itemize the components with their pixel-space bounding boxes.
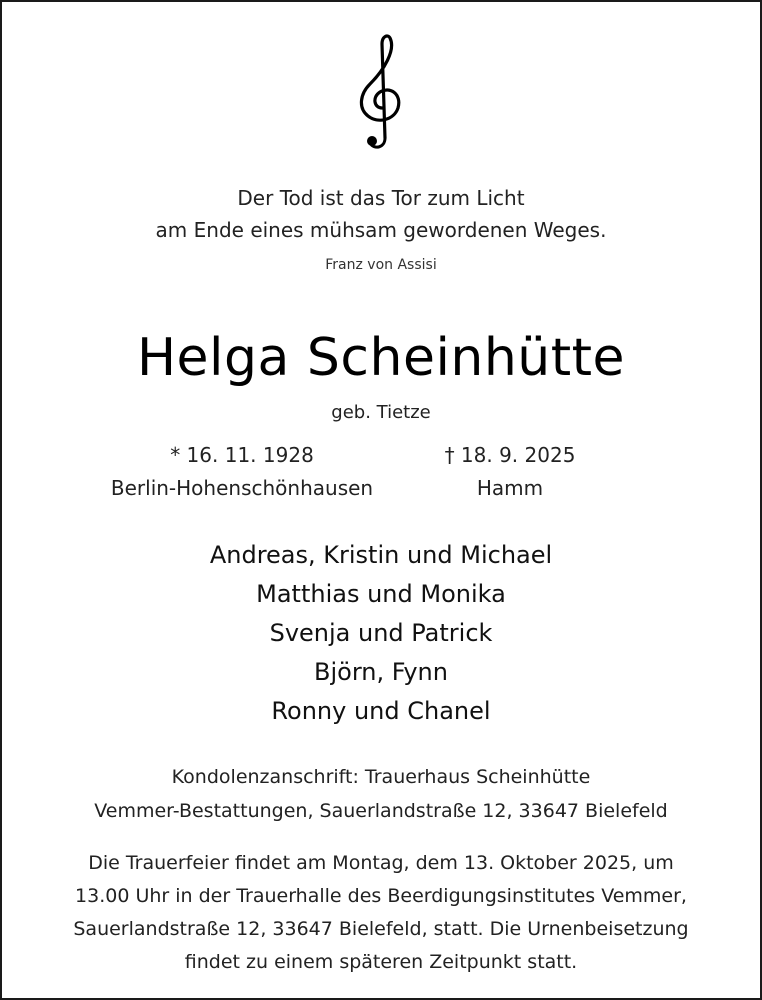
death-date: † 18. 9. 2025 bbox=[444, 443, 576, 467]
mourner-line: Ronny und Chanel bbox=[271, 697, 491, 725]
condolence-line-2: Vemmer-Bestattungen, Sauerlandstraße 12, 33647 Bielefeld bbox=[94, 800, 668, 822]
maiden-name: geb. Tietze bbox=[331, 402, 431, 423]
ceremony-line: 13.00 Uhr in der Trauerhalle des Beerdigungsinstitutes Vemmer, bbox=[75, 885, 687, 907]
quote-line-2: am Ende eines mühsam gewordenen Weges. bbox=[155, 218, 607, 242]
quote-author: Franz von Assisi bbox=[325, 257, 437, 273]
condolence-line-1: Kondolenzanschrift: Trauerhaus Scheinhütte bbox=[171, 766, 591, 788]
mourner-line: Andreas, Kristin und Michael bbox=[209, 541, 553, 569]
ceremony-line: findet zu einem späteren Zeitpunkt statt. bbox=[184, 951, 578, 973]
ceremony-line: Sauerlandstraße 12, 33647 Bielefeld, statt. Die Urnenbeisetzung bbox=[73, 918, 689, 940]
birth-date: * 16. 11. 1928 bbox=[170, 443, 314, 467]
quote-line-1: Der Tod ist das Tor zum Licht bbox=[237, 186, 525, 210]
mourner-line: Svenja und Patrick bbox=[269, 619, 493, 647]
death-place: Hamm bbox=[476, 476, 544, 500]
birth-place: Berlin-Hohenschönhausen bbox=[110, 476, 374, 500]
ceremony-line: Die Trauerfeier findet am Montag, dem 13. Oktober 2025, um bbox=[88, 852, 674, 874]
mourner-line: Björn, Fynn bbox=[314, 658, 448, 686]
treble-clef-icon bbox=[352, 30, 414, 152]
mourner-line: Matthias und Monika bbox=[256, 580, 506, 608]
deceased-name: Helga Scheinhütte bbox=[136, 328, 626, 388]
